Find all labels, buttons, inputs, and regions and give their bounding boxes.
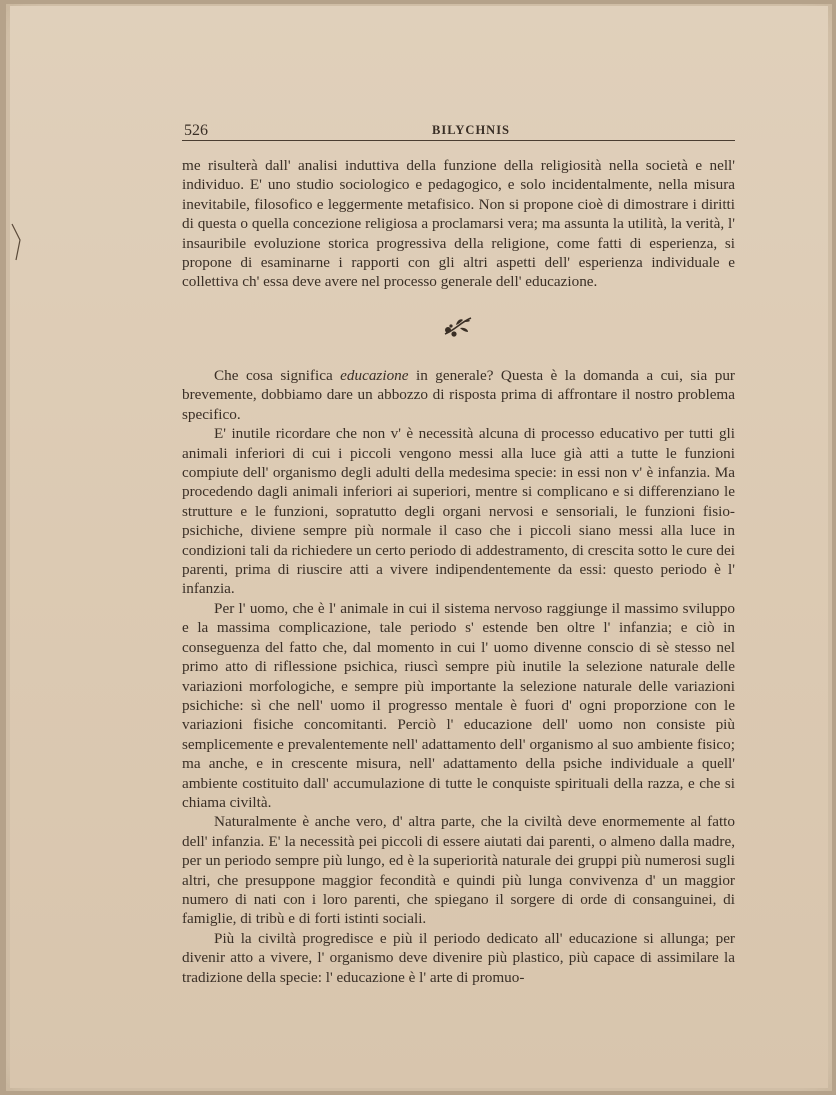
page-number: 526 xyxy=(184,122,208,139)
margin-mark-icon xyxy=(10,222,24,262)
page-header xyxy=(182,118,735,141)
paragraph-2: E' inutile ricordare che non v' è necessità alcuna di processo educativo per tutti gli animali inferiori di cui i piccoli vengono messi alla luce già atti a tutte le funzioni compiute dell' organismo degli adulti della medesima specie: in essi non v' è infanzia. Ma procedendo dagli animali inferiori ai superiori, mentre si complicano e si differenziano le strutture e le funzioni, sopratutto degli organi nervosi e sensoriali, le funzioni fisio-psichiche, diviene sempre più normale il caso che i piccoli siano messi alla luce in condizioni tali da richiedere un certo periodo di addestramento, di crescita sotto le cure dei parenti, prima di riuscire atti a vivere indipendentemente da essi: questo periodo è l' infanzia. xyxy=(182,425,735,598)
paragraph-1-start: Che cosa significa xyxy=(214,367,341,384)
paragraph-4: Naturalmente è anche vero, d' altra parte, che la civiltà deve enormemente al fatto dell' infanzia. E' la necessità pei piccoli di essere aiutati dai parenti, o almeno dalla madre, per un periodo sempre più lungo, ed è la superiorità naturale dei gruppi più numerosi sugli altri, che presuppone maggior fecondità e quindi più lunga convivenza d' un maggior numero di nati con i loro parenti, che spiegano il sorgere di orde di consanguinei, di famiglie, di tribù e di forti istinti sociali. xyxy=(182,813,735,928)
emphasis-educazione: educazione xyxy=(340,367,409,384)
text-section-education xyxy=(182,366,735,987)
paragraph-3: Per l' uomo, che è l' animale in cui il sistema nervoso raggiunge il massimo sviluppo e la massima complicazione, tale periodo s' estende ben oltre l' infanzia; e ciò in conseguenza del fatto che, dal momento in cui l' uomo divenne conscio di sè stesso nel primo atto di riflessione psichica, riuscì sempre più inutile la selezione naturale delle variazioni morfologiche, e sempre più importante la selezione naturale delle variazioni psichiche: sì che nell' uomo il progresso mentale è fuori d' ogni proporzione con le variazioni fisiche concomitanti. Perciò l' educazione dell' uomo non consiste più semplicemente e prevalentemente nell' adattamento dell' organismo al suo ambiente fisico; ma anche, e in crescente misura, nell' adattamento della psiche individuale a quell' ambiente costituito dall' accumulazione di tutte le conquiste spirituali della razza, e che si chiama civiltà. xyxy=(182,599,735,811)
paragraph-5: Più la civiltà progredisce e più il periodo dedicato all' educazione si allunga; per divenir atto a vivere, l' organismo deve divenire più plastico, più capace di assimilare la tradizione della specie: l' educazione è l' arte di promuo- xyxy=(182,929,735,986)
paragraph-1-rest: in generale? Questa è la domanda a cui, sia pur brevemente, dobbiamo dare un abbozzo di risposta prima di affrontare il nostro problema specifico. xyxy=(182,367,735,423)
paragraph-1 xyxy=(182,366,735,424)
text-section-intro xyxy=(182,156,735,292)
page-sheet xyxy=(6,4,832,1091)
paragraph-continued: me risulterà dall' analisi induttiva della funzione della religiosità nella società e nell' individuo. E' uno studio sociologico e pedagogico, e solo incidentalmente, nella misura inevitabile, filosofico e leggermente metafisico. Non si propone cioè di dimostrare i diritti di questa o quella concezione religiosa a proclamarsi vera; ma assunta la utilità, la verità, l' insauribile evoluzione storica progressiva della religione, come fatti di esperienza, si propone di esaminarne i rapporti con gli altri aspetti dell' esperienza individuale e collettiva ch' essa deve avere nel processo generale dell' educazione. xyxy=(182,157,735,291)
page-surface xyxy=(10,6,828,1088)
running-head: BILYCHNIS xyxy=(432,123,511,137)
floral-vignette-icon xyxy=(442,314,474,340)
